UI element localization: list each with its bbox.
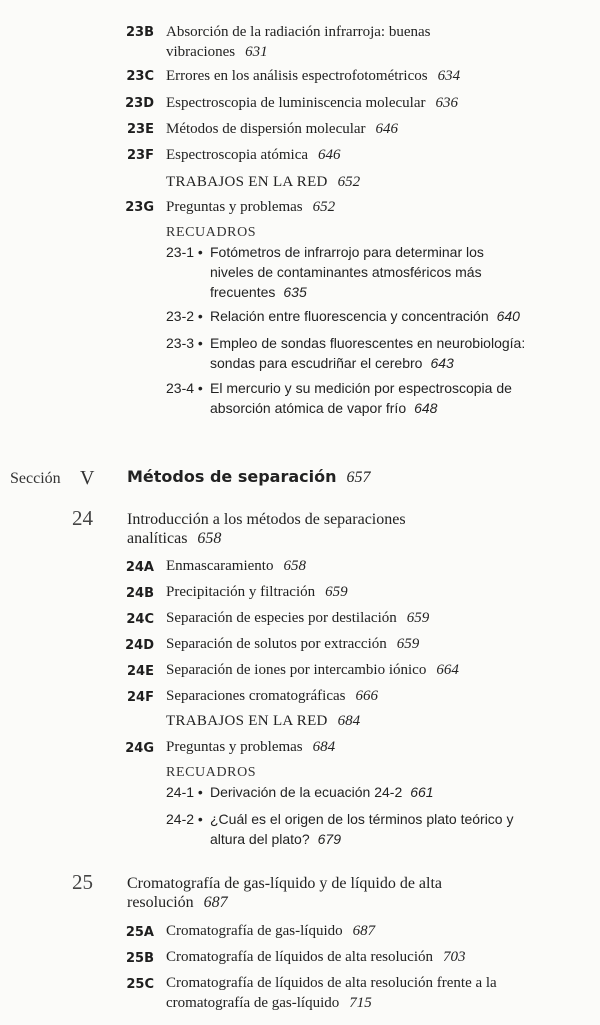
page-number: 636 [435, 95, 458, 111]
entry-title-line: Separación de solutos por extracción [166, 636, 387, 652]
box-title-line: Derivación de la ecuación 24-2 [210, 784, 403, 800]
box-number: 23-3 • [166, 335, 203, 351]
entry-code: 24G [125, 741, 154, 756]
page-number: 684 [312, 739, 336, 755]
entry-code: 25A [125, 925, 154, 940]
page-number: 664 [436, 662, 459, 678]
box-title-line: Fotómetros de infrarrojo para determinar los [210, 244, 484, 260]
box-title-line: ¿Cuál es el origen de los términos plato teórico y [210, 811, 514, 827]
page-number: 635 [283, 284, 307, 300]
entry-title-line: Cromatografía de líquidos de alta resolución frente a la [166, 975, 497, 991]
chapter-title-line: Introducción a los métodos de separaciones [127, 511, 406, 528]
entry-title-line: Espectroscopia atómica [166, 147, 309, 163]
page-number: 640 [496, 308, 520, 324]
page-number: 646 [375, 121, 399, 137]
page-number: 666 [355, 688, 378, 704]
section-title: Métodos de separación [127, 467, 337, 486]
recuadros-heading: RECUADROS [166, 765, 257, 780]
chapter-title-line: Cromatografía de gas-líquido y de líquido de alta [127, 875, 443, 892]
chapter-title-line: analíticas [127, 530, 188, 547]
entry-title-line: Cromatografía de gas-líquido [166, 923, 343, 939]
page-number: 648 [414, 400, 438, 416]
entry-title-line: TRABAJOS EN LA RED [166, 713, 328, 729]
box-title-line: niveles de contaminantes atmosféricos más [210, 264, 482, 280]
entry-code: 23G [125, 200, 154, 215]
entry-code: 24B [126, 586, 154, 601]
entry-code: 23F [127, 148, 154, 163]
box-title-line: absorción atómica de vapor frío [210, 400, 407, 416]
entry-code: 25B [126, 951, 154, 966]
entry-title-line: Métodos de dispersión molecular [166, 121, 366, 137]
box-title-line: Relación entre fluorescencia y concentración [210, 308, 489, 324]
box-title-line: Empleo de sondas fluorescentes en neurobiología: [210, 335, 526, 351]
page-number: 634 [437, 68, 461, 84]
entry-code: 23D [125, 96, 154, 111]
chapter-title-line: resolución [127, 894, 194, 911]
entry-title-line: cromatografía de gas-líquido [166, 995, 340, 1011]
entry-title-line: Absorción de la radiación infrarroja: buenas [166, 24, 431, 40]
page-number: 687 [352, 923, 376, 939]
page-number: 658 [197, 530, 222, 547]
entry-title-line: vibraciones [166, 44, 236, 60]
page-number: 684 [337, 713, 361, 729]
box-number: 24-1 • [166, 784, 203, 800]
box-number: 23-2 • [166, 308, 203, 324]
entry-title-line: Precipitación y filtración [166, 584, 316, 600]
box-title-line: El mercurio y su medición por espectroscopia de [210, 380, 512, 396]
box-number: 23-4 • [166, 380, 203, 396]
entry-title-line: Errores en los análisis espectrofotométricos [166, 68, 428, 84]
recuadros-heading: RECUADROS [166, 225, 257, 240]
entry-title-line: Preguntas y problemas [166, 199, 303, 215]
page-number: 679 [317, 831, 341, 847]
entry-code: 23C [126, 69, 154, 84]
entry-title-line: Separación de iones por intercambio iónico [166, 662, 427, 678]
page-number: 715 [349, 995, 372, 1011]
page-number: 659 [396, 636, 420, 652]
section-number: V [80, 467, 95, 489]
entry-title-line: Preguntas y problemas [166, 739, 303, 755]
page-number: 652 [337, 174, 361, 190]
section-label: Sección [10, 470, 61, 487]
box-number: 23-1 • [166, 244, 203, 260]
page-number: 659 [325, 584, 348, 600]
entry-title-line: Espectroscopia de luminiscencia molecular [166, 95, 426, 111]
chapter-number: 25 [72, 870, 93, 894]
chapter-number: 24 [72, 506, 93, 530]
entry-code: 24F [127, 690, 154, 705]
page-number: 661 [410, 784, 434, 800]
entry-title-line: Cromatografía de líquidos de alta resolución [166, 949, 434, 965]
page-number: 631 [245, 44, 268, 60]
page-number: 658 [283, 558, 306, 574]
entry-code: 23B [126, 25, 154, 40]
page-number: 646 [318, 147, 341, 163]
entry-title-line: Separación de especies por destilación [166, 610, 397, 626]
entry-code: 24D [125, 638, 154, 653]
entry-title-line: Enmascaramiento [166, 558, 274, 574]
entry-title-line: TRABAJOS EN LA RED [166, 174, 328, 190]
entry-code: 24E [127, 664, 154, 679]
entry-title-line: Separaciones cromatográficas [166, 688, 346, 704]
box-title-line: altura del plato? [210, 831, 310, 847]
page-number: 659 [406, 610, 430, 626]
page-number: 703 [443, 949, 466, 965]
page-number: 652 [312, 199, 336, 215]
page-number: 643 [430, 355, 454, 371]
box-number: 24-2 • [166, 811, 203, 827]
page-number: 687 [203, 894, 228, 911]
box-title-line: sondas para escudriñar el cerebro [210, 355, 423, 371]
entry-code: 23E [127, 122, 154, 137]
entry-code: 24C [126, 612, 154, 627]
box-title-line: frecuentes [210, 284, 276, 300]
entry-code: 25C [126, 977, 154, 992]
entry-code: 24A [125, 560, 154, 575]
page-number: 657 [346, 469, 371, 486]
